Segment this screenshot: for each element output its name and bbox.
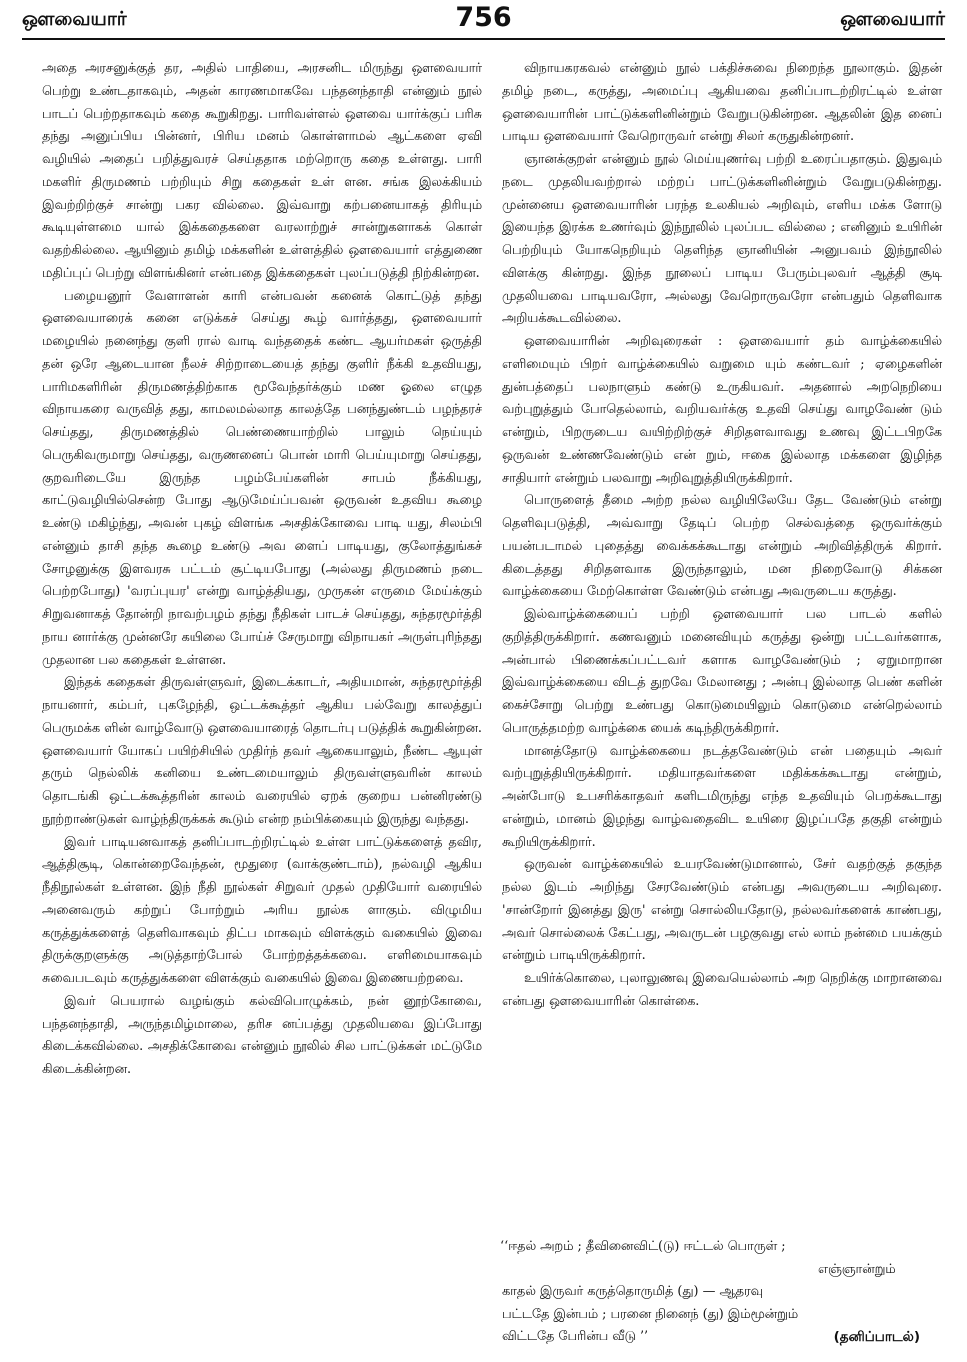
page-header — [22, 4, 945, 40]
page-number: 756 — [455, 2, 512, 33]
verse-line: காதல் இருவர் கருத்தொருமித் (து) — ஆதரவு — [502, 1284, 763, 1299]
paragraph: மானத்தோடு வாழ்க்கையை நடத்தவேண்டும் என் பதையும் அவர் வற்புறுத்தியிருக்கிறார். மதியாதவர்களை மதிக்கக்கூடாது என்றும், அன்போடு உபசரிக்காதவர் களிடமிருந்து எந்த உதவியும் பெறக்கூடாது என்றும், மானம் இழந்து வாழ்வதைவிட உயிரை இழப்பதே தகுதி என்றும் கூறியிருக்கிறார். — [502, 743, 942, 850]
verse-line: பட்டதே இன்பம் ; பரனை நினைந் (து) இம்மூன்றும் — [502, 1306, 799, 1322]
left-column — [42, 58, 482, 1082]
verse-quote — [500, 1236, 920, 1349]
paragraph: அதை அரசனுக்குத் தர, அதில் பாதியை, அரசனிட மிருந்து ஔவையார் பெற்று உண்டதாகவும், அதன் காரணமாகவே பந்தனந்தாதி என்னும் நூல் பாடப் பெற்றதாகவும் கதை கூறுகிறது. பாரிவள்ளல் ஔவை யார்க்குப் பரிசு தந்து அனுப்பிய பின்னர், பிரிய மனம் கொள்ளாமல் ஆட்களை ஏவி வழியில் அதைப் பறித்துவரச் செய்ததாக மற்றொரு கதை உள்ளது. பாரி மகளிர் திருமணம் பற்றியும் சிறு கதைகள் உள் ளன. சங்க இலக்கியம் இவற்றிற்குச் சான்று பகர வில்லை. இவ்வாறு கற்பனையாகத் திரியும் கூடியுள்ளமை யால் இக்கதைகளை வரலாற்றுச் சான்றுகளாகக் கொள் வதற்கில்லை. ஆயினும் தமிழ் மக்களின் உள்ளத்தில் ஔவையார் எத்துணை மதிப்புப் பெற்று விளங்கினர் என்பதை இக்கதைகள் புலப்படுத்தி நிற்கின்றன. — [42, 61, 482, 281]
running-title-left: ஔவையார் — [22, 8, 127, 30]
paragraph: பொருளைத் தீமை அற்ற நல்ல வழியிலேயே தேட வேண்டும் என்று தெளிவுபடுத்தி, அவ்வாறு தேடிப் பெற்ற செல்வத்தை ஒருவர்க்கும் பயன்படாமல் புதைத்து வைக்கக்கூடாது என்றும் அறிவித்திருக் கிறார். கிடைத்தது சிறிதளவாக இருந்தாலும், மன நிறைவோடு சிக்கன வாழ்க்கையை மேற்கொள்ள வேண்டும் என்பது அவருடைய கருத்து. — [502, 493, 942, 600]
running-title-right: ஔவையார் — [840, 8, 945, 30]
paragraph: ஞானக்குறள் என்னும் நூல் மெய்யுணர்வு பற்றி உரைப்பதாகும். இதுவும் நடை முதலியவற்றால் மற்றப் பாட்டுக்களினின்றும் வேறுபடுகின்றது. முன்னைய ஔவையாரின் பரந்த உலகியல் அறிவும், எளிய மக்க ளோடு இயைந்த இரக்க உணர்வும் இந்நூலில் புலப்பட வில்லை ; எனினும் உயிரின் பெற்றியும் யோகநெறியும் தெளிந்த ஞானியின் அனுபவம் இந்நூலில் விளக்கு கின்றது. இந்த நூலைப் பாடிய பேரும்புலவர் ஆத்தி சூடி முதலியவை பாடியவரோ, அல்லது வேறொருவரோ என்பதும் தெளிவாக அறியக்கூடவில்லை. — [502, 152, 942, 327]
paragraph: உயிர்க்கொலை, புலாலுணவு இவையெல்லாம் அற நெறிக்கு மாறானவை என்பது ஔவையாரின் கொள்கை. — [502, 971, 942, 1009]
right-column — [502, 58, 942, 1014]
verse-line: எஞ்ஞான்றும் — [818, 1261, 896, 1277]
paragraph: விநாயகரகவல் என்னும் நூல் பக்திச்சுவை நிறைந்த நூலாகும். இதன் தமிழ் நடை, கருத்து, அமைப்பு ஆகியவை தனிப்பாடற்றிரட்டில் உள்ள ஔவையாரின் பாட்டுக்களினின்றும் வேறுபடுகின்றன. ஆதலின் இத னைப் பாடிய ஔவையார் வேறொருவர் என்று சிலர் கருதுகின்றனர். — [502, 61, 942, 145]
verse-source: (தனிப்பாடல்) — [833, 1329, 920, 1345]
verse-line: ‘‘ஈதல் அறம் ; தீவினைவிட்(டு) ஈட்டல் பொருள் ; — [500, 1239, 786, 1254]
paragraph: ஒருவன் வாழ்க்கையில் உயரவேண்டுமானால், சேர் வதற்குத் தகுந்த நல்ல இடம் அறிந்து சேரவேண்டும் என்பது அவருடைய அறிவுரை. 'சான்றோர் இனத்து இரு' என்று சொல்லியதோடு, நல்லவர்களைக் காண்பது, அவர் சொல்லைக் கேட்பது, அவருடன் பழகுவது எல் லாம் நன்மை பயக்கும் என்றும் பாடியிருக்கிறார். — [502, 857, 943, 964]
verse-line: விட்டதே பேரின்ப வீடு ’’ — [502, 1329, 649, 1344]
paragraph: இந்தக் கதைகள் திருவள்ளுவர், இடைக்காடர், அதியமான், சுந்தரமூர்த்தி நாயனார், கம்பர், புகழேந்தி, ஒட்டக்கூத்தர் ஆகிய பல்வேறு காலத்துப் பெருமக்க ளின் வாழ்வோடு ஔவையாரைத் தொடர்பு படுத்திக் கூறுகின்றன. ஔவையார் யோகப் பயிற்சியில் முதிர்ந் தவர் ஆகையாலும், நீண்ட ஆயுள் தரும் நெல்லிக் கனியை உண்டமையாலும் திருவள்ளுவரின் காலம் தொடங்கி ஒட்டக்கூத்தரின் காலம் வரையில் ஏறக் குறைய பன்னிரண்டு நூற்றாண்டுகள் வாழ்ந்திருக்கக் கூடும் என்ற நம்பிக்கையும் இருந்து வந்தது. — [42, 675, 482, 827]
paragraph: இல்வாழ்க்கையைப் பற்றி ஔவையார் பல பாடல் களில் குறித்திருக்கிறார். கணவனும் மனைவியும் கருத்து ஒன்று பட்டவர்களாக, அன்பால் பிணைக்கப்பட்டவர் களாக வாழவேண்டும் ; ஏறுமாறான இவ்வாழ்க்கையை விடத் துறவே மேலானது ; அன்பு இல்லாத பெண் களின் கைச்சோறு பெற்று உண்பது கொடுமையிலும் கொடுமை என்றெல்லாம் பொருத்தமற்ற வாழ்க்கை யைக் கடிந்திருக்கிறார். — [502, 607, 942, 736]
paragraph: இவர் பெயரால் வழங்கும் கல்விபொழுக்கம், நன் னூற்கோவை, பந்தனந்தாதி, அருந்தமிழ்மாலை, தரிச னப்பத்து முதலியவை இப்போது கிடைக்கவில்லை. அசதிக்கோவை என்னும் நூலில் சில பாட்டுக்கள் மட்டுமே கிடைக்கின்றன. — [42, 993, 482, 1077]
paragraph: இவர் பாடியனவாகத் தனிப்பாடற்றிரட்டில் உள்ள பாட்டுக்களைத் தவிர, ஆத்திசூடி, கொன்றைவேந்தன், மூதுரை (வாக்குண்டாம்), நல்வழி ஆகிய நீதிநூல்கள் உள்ளன. இந் நீதி நூல்கள் சிறுவர் முதல் முதியோர் வரையில் அனைவரும் கற்றுப் போற்றும் அரிய நூல்க ளாகும். விழுமிய கருத்துக்களைத் தெளிவாகவும் திட்ப மாகவும் விளக்கும் வகையில் இவை திருக்குறளுக்கு அடுத்தாற்போல் போற்றத்தக்கவை. எளிமையாகவும் சுவைபடவும் கருத்துக்களை விளக்கும் வகையில் இவை இணையற்றவை. — [42, 834, 482, 986]
paragraph: ஔவையாரின் அறிவுரைகள் : ஔவையார் தம் வாழ்க்கையில் எளிமையும் பிறர் வாழ்க்கையில் வறுமை யும் கண்டவர் ; ஏழைகளின் துன்பத்தைப் பலநாளும் கண்டு உருகியவர். அதனால் அறநெறியை வற்புறுத்தும் போதெல்லாம், வறியவர்க்கு உதவி செய்து வாழவேண் டும் என்றும், பிறருடைய வயிற்றிற்குச் சிறிதளவாவது உணவு இட்டபிறகே ஒருவன் உண்ணவேண்டும் என் றும், ஈகை இல்லாத மக்களை இழிந்த சாதியார் என்றும் பலவாறு அறிவுறுத்தியிருக்கிறார். — [502, 334, 942, 486]
paragraph: பழையனூர் வேளாளன் காரி என்பவன் கனைக் கொட்டுத் தந்து ஔவையாரைக் கனை எடுக்கச் செய்து கூழ் வார்த்தது, ஔவையார் மழையில் நனைந்து குளி ரால் வாடி வந்ததைக் கண்ட ஆயர்மகள் ஒருத்தி தன் ஒரே ஆடையான நீலச் சிற்றாடையைத் தந்து குளிர் நீக்கி உதவியது, பாரிமகளிரின் திருமணத்திற்காக மூவேந்தர்க்கும் மண ஓலை எழுத விநாயகரை வருவித் தது, காமலமல்லாத காலத்தே பனந்துண்டம் பழந்தரச் செய்தது, திருமணத்தில் பெண்ணையாற்றில் பாலும் நெய்யும் பெருகிவருமாறு செய்தது, வருணனைப் பொன் மாரி பெய்யுமாறு செய்தது, குறவரிடையே இருந்த பழம்பேய்களின் சாபம் நீக்கியது, காட்டுவழியில்சென்ற போது ஆடுமேய்ப்பவன் ஒருவன் உதவிய கூழை உண்டு மகிழ்ந்து, அவன் புகழ் விளங்க அசதிக்கோவை பாடி யது, சிலம்பி என்னும் தாசி தந்த கூழை உண்டு அவ ளைப் பாடியது, குலோத்துங்கச் சோழனுக்கு இளவரசு பட்டம் சூட்டியபோது (அல்லது திருமணம் நடை பெற்றபோது) 'வரப்புயர' என்று வாழ்த்தியது, முருகன் எருமை மேய்க்கும் சிறுவனாகத் தோன்றி நாவற்பழம் தந்து நீதிகள் பாடச் செய்தது, சுந்தரமூர்த்தி நாய னார்க்கு முன்னரே கயிலை போய்ச் சேருமாறு விநாயகர் அருள்புரிந்தது முதலான பல கதைகள் உள்ளன. — [42, 288, 482, 668]
